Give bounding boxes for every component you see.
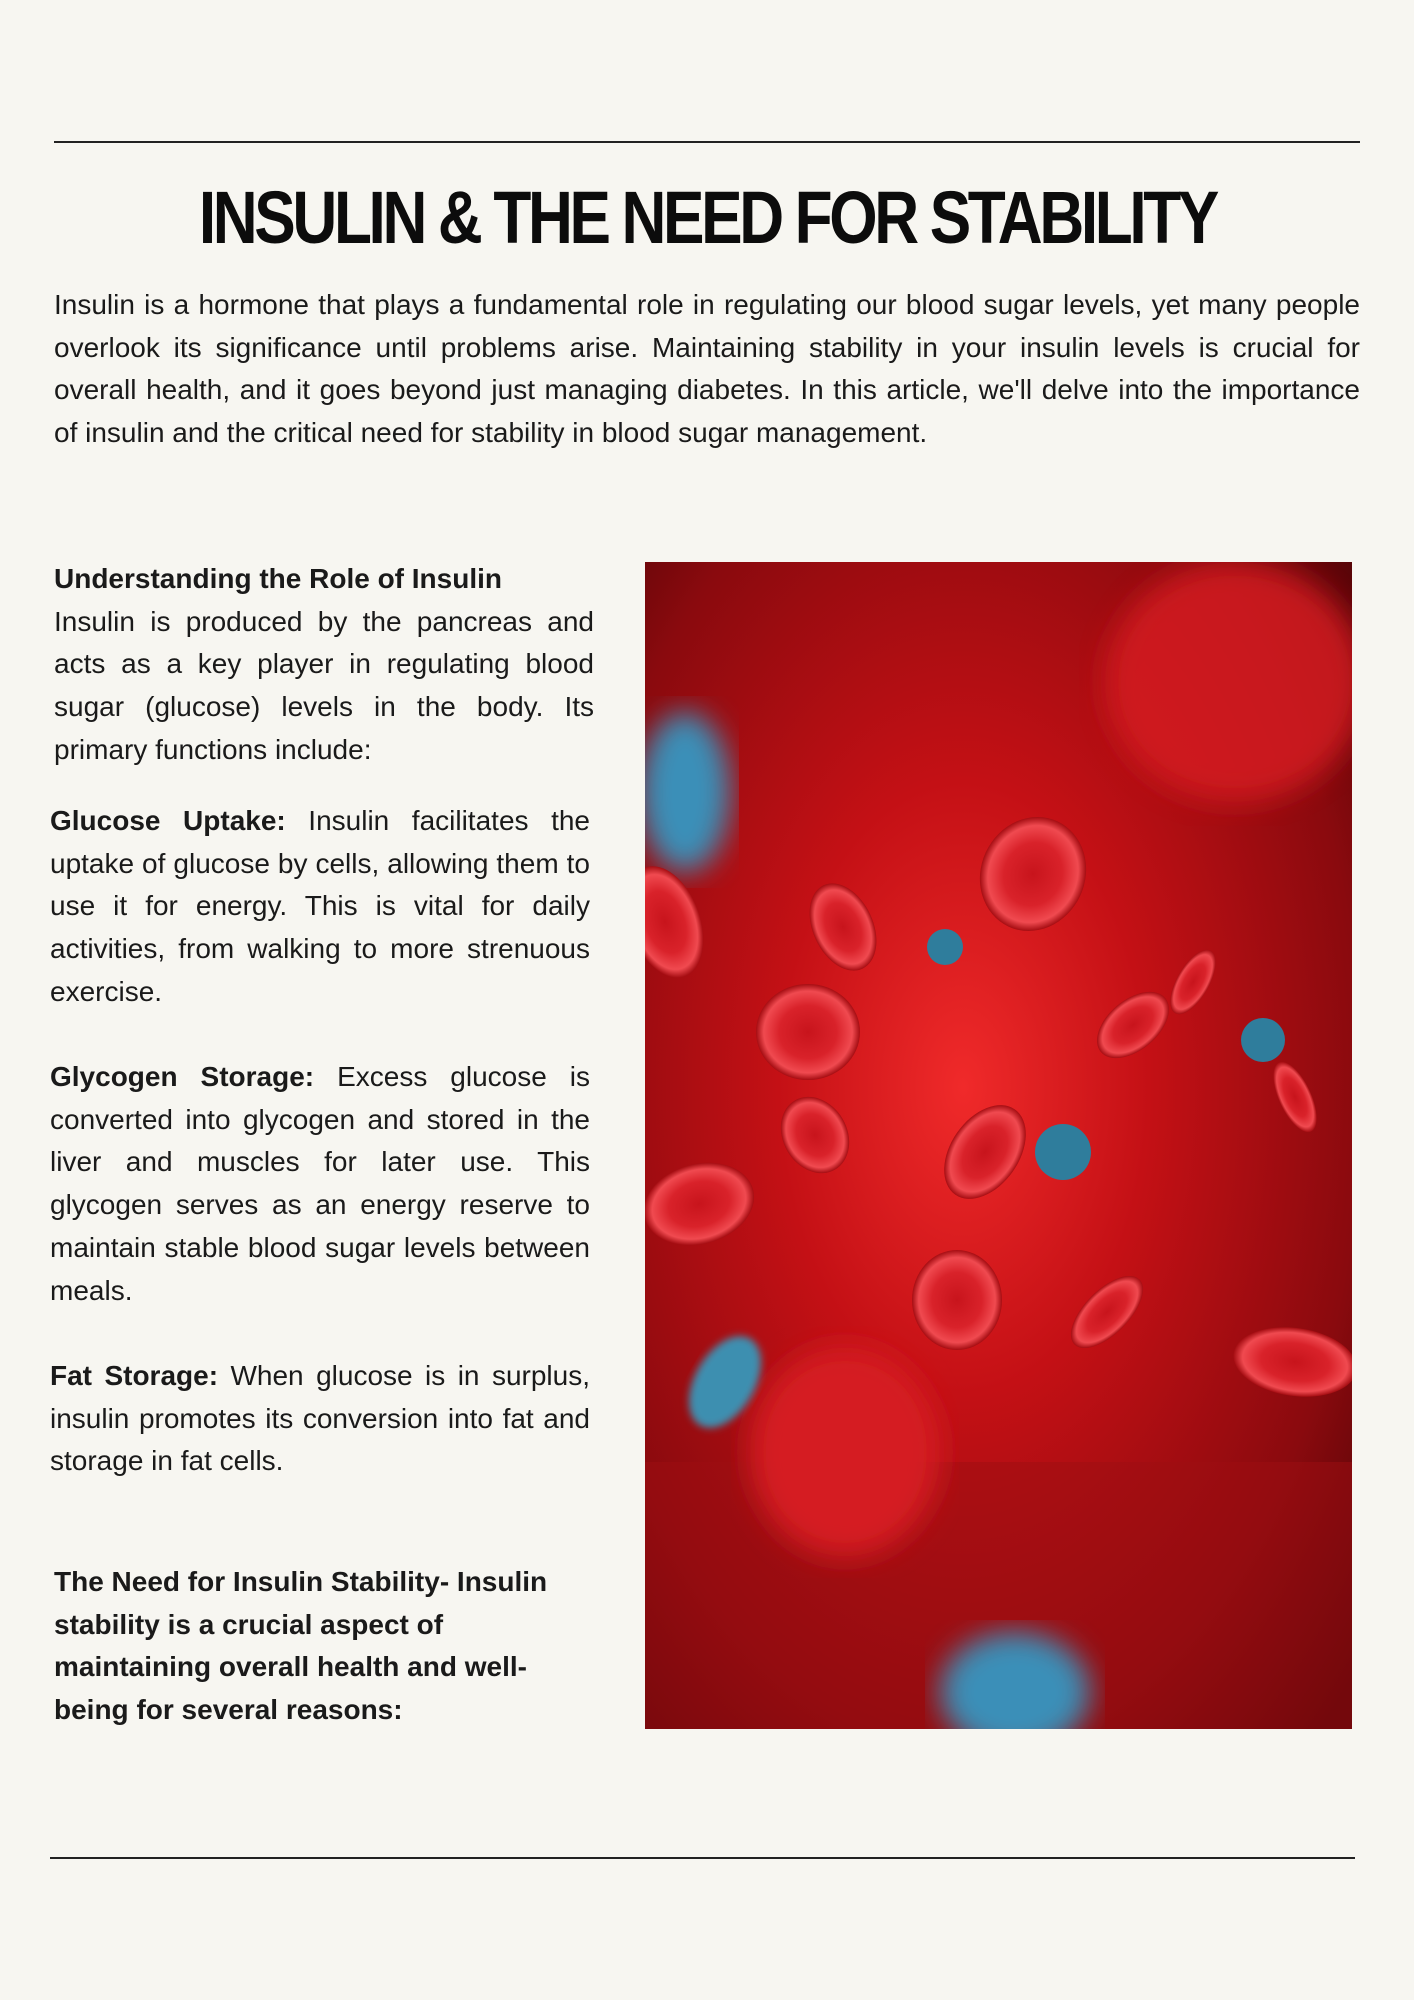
function-term: Fat Storage: xyxy=(50,1360,219,1391)
understanding-section xyxy=(54,558,594,772)
function-term: Glucose Uptake: xyxy=(50,805,286,836)
bottom-divider xyxy=(50,1857,1355,1859)
function-text: Excess glucose is converted into glycogen and stored in the liver and muscles for later use. This glycogen serves as an energy reserve to maintain stable blood sugar levels between meals. xyxy=(50,1061,590,1306)
function-fat-storage xyxy=(50,1355,590,1483)
function-text: Insulin facilitates the uptake of glucose by cells, allowing them to use it for energy. This is vital for daily activities, from walking to more strenuous exercise. xyxy=(50,805,590,1007)
understanding-heading: Understanding the Role of Insulin xyxy=(54,563,502,594)
top-divider xyxy=(54,141,1360,143)
blood-cells-image xyxy=(645,562,1352,1729)
need-heading: The Need for Insulin Stability- Insulin stability is a crucial aspect of maintaining overall health and well-being for several reasons: xyxy=(54,1566,548,1726)
understanding-body: Insulin is produced by the pancreas and acts as a key player in regulating blood sugar (glucose) levels in the body. Its primary functions include: xyxy=(54,605,594,765)
page-title xyxy=(0,178,1414,258)
function-glycogen-storage xyxy=(50,1056,590,1312)
function-term: Glycogen Storage: xyxy=(50,1061,315,1092)
title-text: INSULIN & THE NEED FOR STABILITY xyxy=(198,176,1216,259)
function-text: When glucose is in surplus, insulin promotes its conversion into fat and storage in fat cells. xyxy=(50,1360,590,1477)
function-glucose-uptake xyxy=(50,800,590,1014)
intro-paragraph: Insulin is a hormone that plays a fundamental role in regulating our blood sugar levels, yet many people overlook its significance until problems arise. Maintaining stability in your insulin levels is crucial for overall health, and it goes beyond just managing diabetes. In this article, we'll delve into the importance of insulin and the critical need for stability in blood sugar management. xyxy=(54,289,1360,449)
